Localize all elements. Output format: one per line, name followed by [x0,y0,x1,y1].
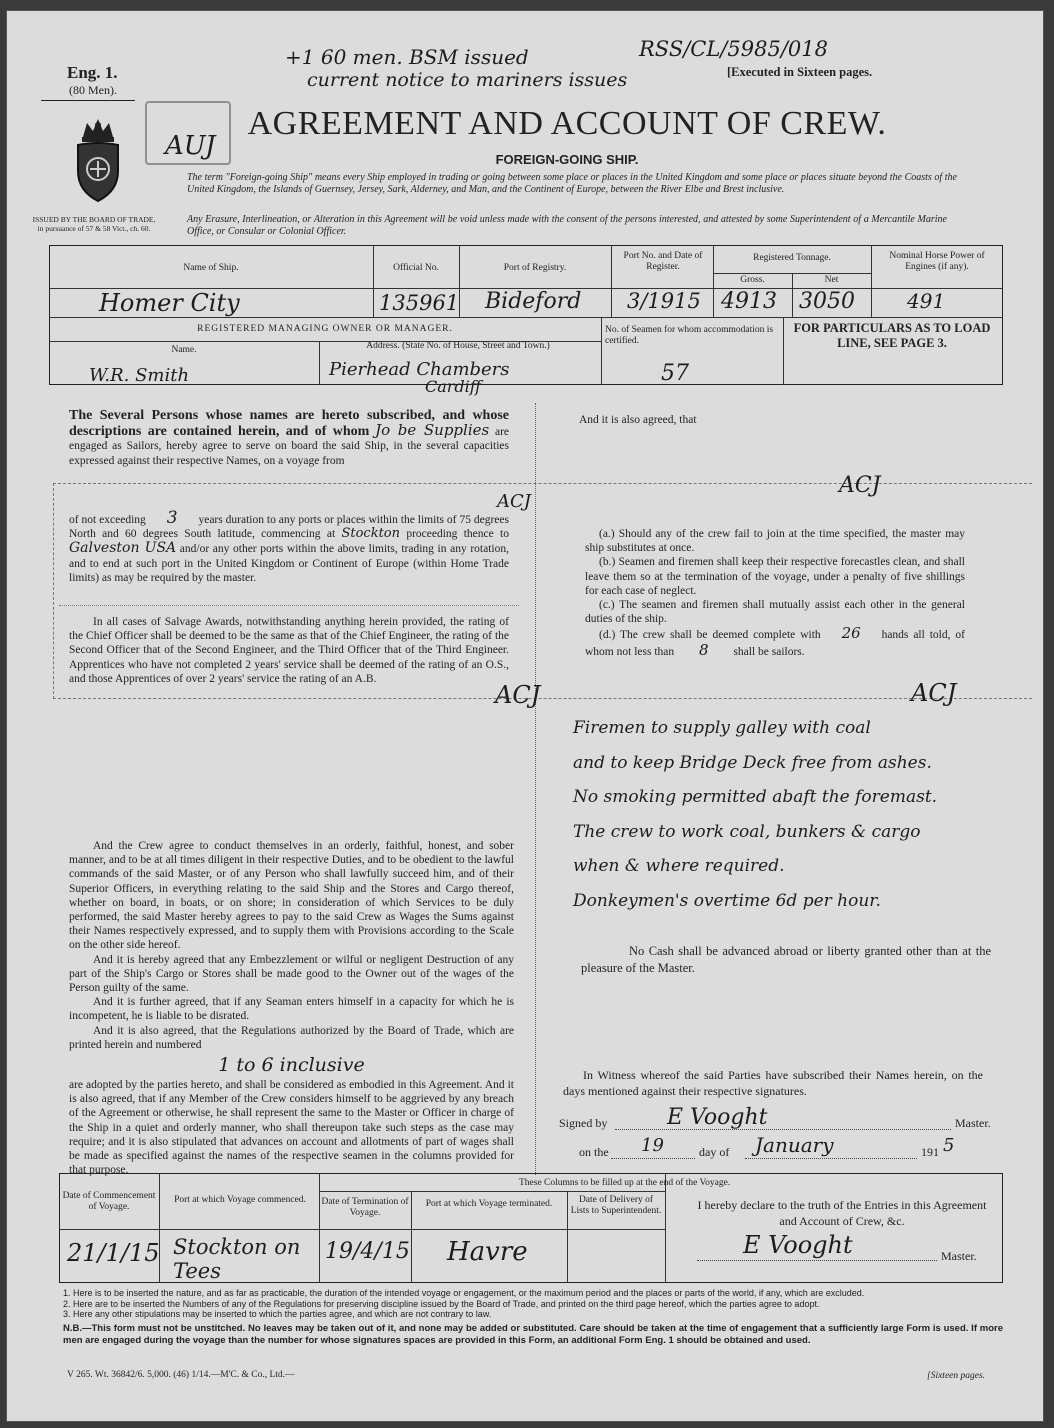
regulations-handwritten: 1 to 6 inclusive [218,1054,365,1077]
proceeding-label: proceeding thence to [406,528,509,541]
owner-header: REGISTERED MANAGING OWNER OR MANAGER. [197,324,453,334]
port-terminated-label: Port at which Voyage terminated. [425,1199,553,1209]
signing-year: 5 [943,1135,955,1156]
no-cash-clause: No Cash shall be advanced abroad or liberty granted other than at the pleasure of the Master. [581,944,991,975]
port-of-registry: Bideford [485,289,582,314]
stipulation-line: when & where required. [573,856,785,876]
declaration-signature: E Vooght [743,1231,853,1259]
port-no-date-label: Port No. and Date of Register. [623,251,703,272]
several-persons-continued: are engaged as Sailors, hereby agree to serve on board the said Ship, in the several capacities expressed against their respective Names, on a voyage from [69,426,510,467]
witness-clause: In Witness whereof the said Parties have subscribed their Names herein, on the days mentioned against their respective signatures. [563,1068,983,1098]
document-page [6,10,1044,1422]
crew-agreement-clause: And the Crew agree to conduct themselves in an orderly, faithful, honest, and sober manner, and to be at all times diligent in their respective Duties, and to be obedient to the lawful commands of the said Master, or of any Person who shall lawfully succeed him, and of their Superior Officers, in everything relating to the said Ship and the Stores and Cargo thereof, whether on board, in boats, or on shore; in consideration of which Services to be duly performed, the said Master hereby agrees to pay to the said Crew as Wages the Sums against their Names respectively expressed, and to supply them with Provisions according to the Scale on the other side hereof. [69,840,514,952]
owner-address-line2: Cardiff [425,377,482,396]
stipulation-line: The crew to work coal, bunkers & cargo [573,821,921,842]
not-exceeding-label: of not exceeding [69,514,146,526]
limits-text: years duration to any ports or places within the limits of 75 degrees North and 60 degrees South latitude, commencing at [69,514,509,541]
master-label: Master. [955,1116,991,1130]
declaration-master-label: Master. [941,1249,977,1263]
termination-port: Havre [447,1237,528,1267]
owner-name-label: Name. [171,345,197,355]
footnote-item: 2. Here are to be inserted the Numbers of any of the Regulations for preserving discipline issued by the Board of Trade, and printed on the third page hereof, which the parties agree to adopt. [63,1298,820,1309]
port-of-registry-label: Port of Registry. [503,263,567,273]
official-no-label: Official No. [393,263,439,273]
footnote-item: 1. Here is to be inserted the nature, and as far as practicable, the duration of the intended voyage or engagement, or the maximum period and the places or parts of the world, if any, which are excluded. [63,1288,865,1298]
years-handwritten: 3 [166,508,178,528]
date-termination-label: Date of Termination of Voyage. [321,1197,409,1218]
seamen-accommodation-label: No. of Seamen for whom accommodation is certified. [605,325,774,346]
archive-reference: RSS/CL/5985/018 [639,37,828,61]
net-label: Net [824,275,839,285]
master-signature: E Vooght [667,1105,768,1130]
seamen-count: 57 [661,361,689,386]
stipulation-line: and to keep Bridge Deck free from ashes. [573,752,932,773]
declaration-text: I hereby declare to the truth of the Entries in this Agreement and Account of Crew, &c. [697,1198,987,1228]
destination-handwritten: Galveston USA [69,540,177,557]
clause-c: (c.) The seamen and firemen shall mutually assist each other in the general duties of the ship. [585,599,965,626]
regulations-clause: And it is also agreed, that the Regulations authorized by the Board of Trade, which are printed herein and numbered [69,1024,514,1051]
official-number: 135961 [379,291,460,315]
several-persons-text: The Several Persons whose names are hereto subscribed, and whose descriptions are contained herein, and of whom [69,408,509,440]
registered-tonnage-label: Registered Tonnage. [753,253,831,263]
date-commencement-label: Date of Commencement of Voyage. [62,1191,156,1212]
commencement-port: Stockton on Tees [173,1235,301,1283]
stipulation-line: Firemen to supply galley with coal [573,718,871,738]
executed-pages: [Executed in Sixteen pages. [727,65,873,79]
footnote-item: 3. Here any other stipulations may be inserted to which the parties agree, and which are not contrary to law. [63,1309,492,1319]
clause-d-end: shall be sailors. [733,645,805,658]
owner-name: W.R. Smith [89,365,190,386]
issued-by: ISSUED BY THE BOARD OF TRADE, in pursuance of 57 & 58 Vict., ch. 60. [32,215,156,233]
crew-total-handwritten: 26 [841,624,861,643]
sailors-min-handwritten: 8 [699,640,709,659]
limits-rest-text: and/or any other ports within the above limits, trading in any rotation, and to end at such port in the United Kingdom or Continent of Europe (within Home Trade limits) as may be required by the master. [69,543,509,584]
also-agreed-label: And it is also agreed, that [579,414,697,426]
form-code: Eng. 1. [67,63,118,82]
initials-left: ACJ [495,681,541,709]
footnotes [63,1288,1023,1320]
sailors-count-handwritten: Jo be Supplies [375,421,490,440]
horse-power: 491 [907,289,946,313]
nb-notice: N.B.—This form must not be unstitched. No leaves may be taken out of it, and none may be added or substituted. Care should be taken at the time of engagement that a sufficiently large Form is used. If more men are engaged during the voyage than the number for whose signatures spaces are provided in this Form, an additional Form Eng. 1 should be obtained and used. [63,1323,1003,1346]
stipulation-line: No smoking permitted abaft the foremast. [573,787,938,807]
stipulation-line: Donkeymen's overtime 6d per hour. [573,890,881,911]
sixteen-pages: [Sixteen pages. [927,1371,986,1381]
document-subtitle: FOREIGN-GOING SHIP. [495,152,639,167]
clause-a: (a.) Should any of the crew fail to join at the time specified, the master may ship substitutes at once. [585,528,965,555]
top-note-2: current notice to mariners issues [307,69,628,91]
adopted-clause: are adopted by the parties hereto, and shall be considered as embodied in this Agreement. And it is also agreed, that if any Member of the Crew considers himself to be aggrieved by any breach of the Agreement or otherwise, he shall represent the same to the Master or Officer in charge of the Ship in a quiet and orderly manner, who shall thereupon take such steps as the case may require; and it is also stipulated that advances on account and allotments of part of wages shall be made as specified against the names of the respective seamen in the columns provided for that purpose. [69,1079,514,1177]
port-commenced-label: Port at which Voyage commenced. [174,1195,306,1205]
address-label: Address. (State No. of House, Street and Town.) [366,341,550,351]
date-delivery-label: Date of Delivery of Lists to Superintendent. [570,1195,662,1216]
erasure-notice: Any Erasure, Interlineation, or Alteration in this Agreement will be void unless made with the consent of the persons interested, and attested by some Superintendent of a Mercantile Marine Office, or Consular or Colonial Officer. [187,214,947,237]
clause-d-text: (d.) The crew shall be deemed complete with [599,629,821,642]
year-prefix: 191 [921,1145,939,1159]
voyage-banner: These Columns to be filled up at the end of the Voyage. [519,1178,731,1188]
salvage-clause: In all cases of Salvage Awards, notwithstanding anything herein provided, the rating of the Chief Officer shall be deemed to be the same as that of the Chief Engineer, the rating of the Second Officer that of the Second Engineer, and the Third Officer that of the Third Engineer. Apprentices who have not completed 2 years' service shall be deemed of the rating of an O.S., and those Apprentices of over 2 years' service the rating of an A.B. [69,616,509,685]
day-of-label: day of [699,1145,730,1159]
signing-day: 19 [641,1135,664,1156]
incapacity-clause: And it is further agreed, that if any Seaman enters himself in a capacity for which he is incompetent, he is liable to be disrated. [69,996,514,1023]
handwritten-stipulations [573,711,1033,918]
men-count: (80 Men). [69,83,117,97]
name-of-ship-label: Name of Ship. [183,263,239,273]
on-the-label: on the [579,1145,609,1159]
clause-d-mid: hands all told, of whom not less than [585,629,965,658]
net-tonnage: 3050 [799,289,855,314]
load-line-note: FOR PARTICULARS AS TO LOAD LINE, SEE PAGE 3. [793,321,991,350]
commencing-port-handwritten: Stockton [341,526,401,542]
gross-tonnage: 4913 [721,289,777,314]
document-title: AGREEMENT AND ACCOUNT OF CREW. [247,105,887,142]
termination-date: 19/4/15 [325,1239,410,1264]
initials-stamp: AUJ [165,131,216,161]
royal-crest-icon [57,115,139,211]
embezzlement-clause: And it is hereby agreed that any Embezzlement or wilful or negligent Destruction of any part of the Ship's Cargo or Stores shall be made good to the Owner out of the wages of the Person guilty of the same. [69,953,514,995]
top-note-1: +1 60 men. BSM issued [285,45,529,69]
foreign-going-definition: The term "Foreign-going Ship" means every Ship employed in trading or going between some place or places in the United Kingdom and some place or places situate beyond the Coasts of the United Kingdom, the Islands of Guernsey, Jersey, Sark, Alderney, and Man, and the Continent of Europe, between the River Elbe and Brest inclusive. [187,172,957,195]
owner-address-line1: Pierhead Chambers [329,359,510,380]
commencement-date: 21/1/15 [67,1239,160,1267]
gross-label: Gross. [740,275,765,285]
initials-right: ACJ [911,679,957,707]
register-date: 3/1915 [627,289,701,313]
horse-power-label: Nominal Horse Power of Engines (if any). [889,251,985,272]
initials-right-top: ACJ [839,473,881,498]
signed-by-label: Signed by [559,1116,608,1130]
initials-left-top: ACJ [497,491,531,512]
print-code: V 265. Wt. 36842/6. 5,000. (46) 1/14.—M'C. & Co., Ltd.— [67,1370,295,1380]
signing-month: January [755,1133,834,1157]
ship-name: Homer City [99,289,240,317]
clause-b: (b.) Seamen and firemen shall keep their respective forecastles clean, and shall leave them so at the termination of the voyage, under a penalty of five shillings for each case of neglect. [585,556,965,597]
